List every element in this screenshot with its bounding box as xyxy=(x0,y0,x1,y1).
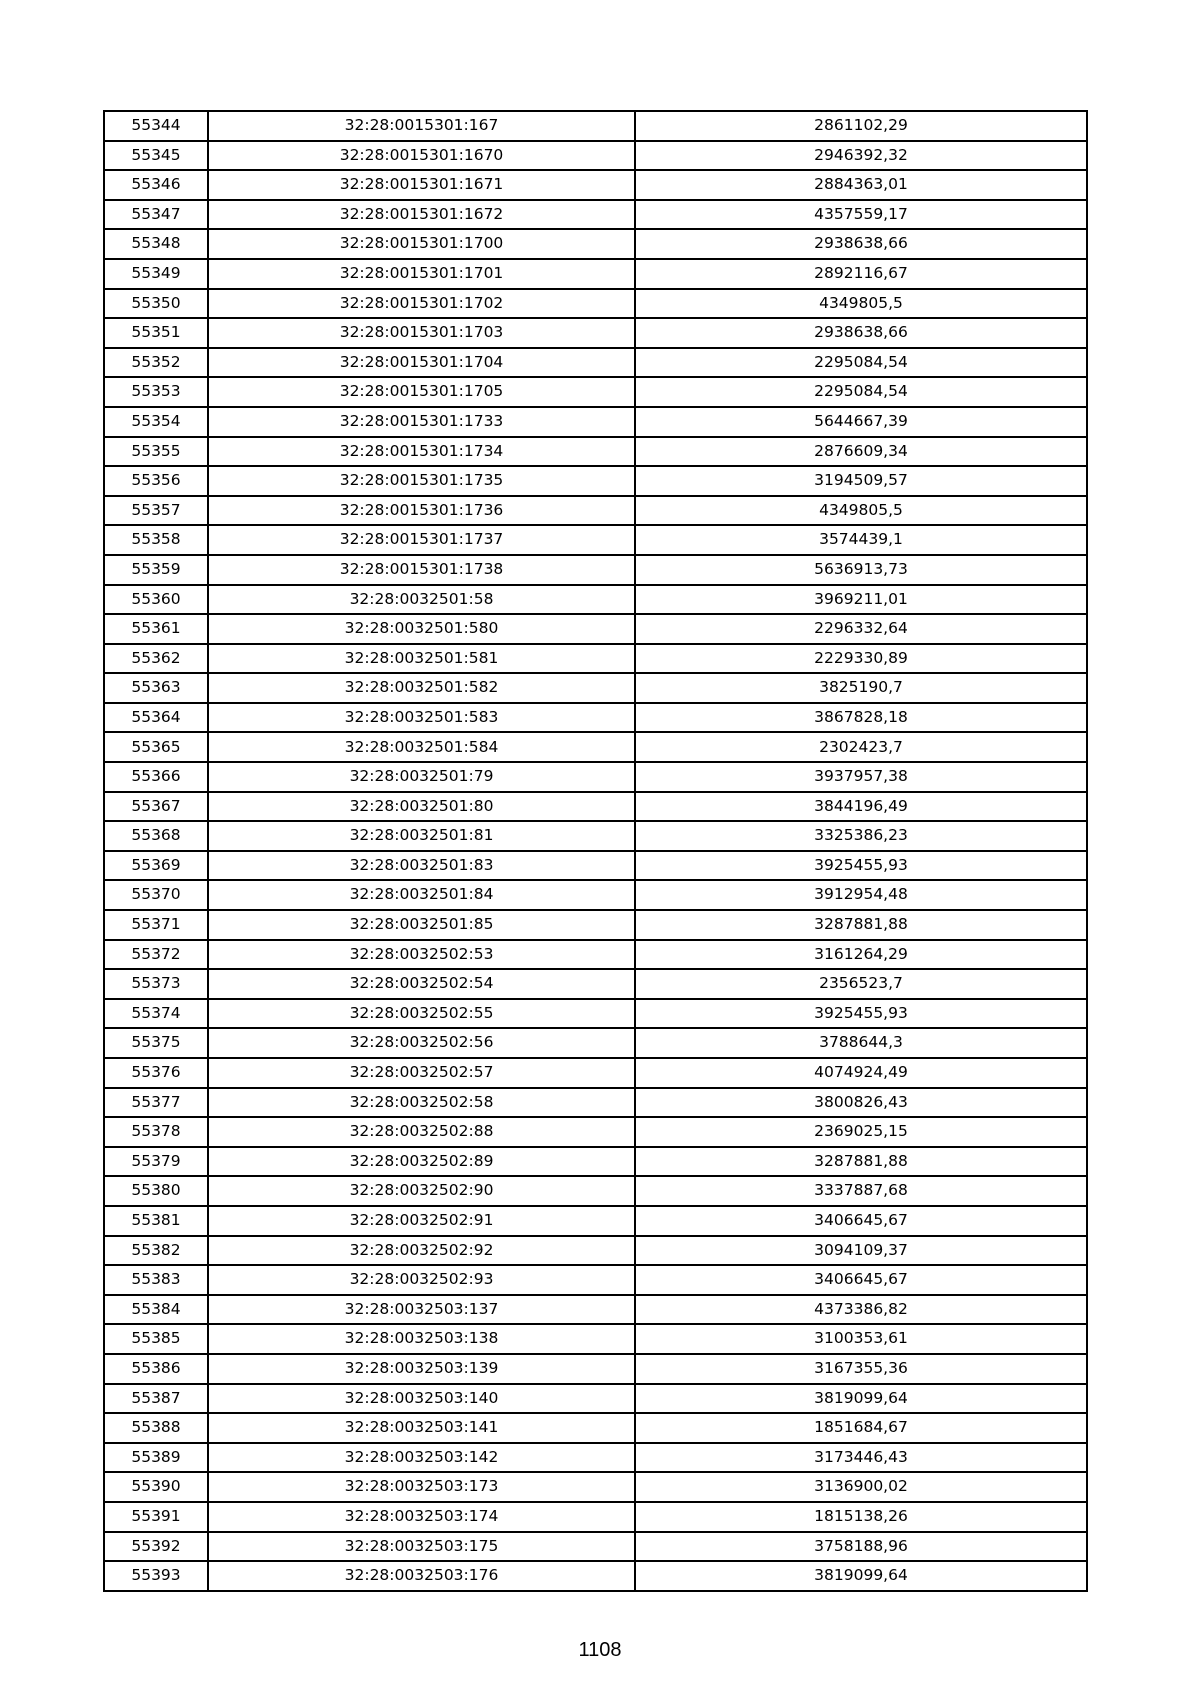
value-cell: 4357559,17 xyxy=(635,200,1087,230)
table-row xyxy=(104,644,1087,674)
cadastral-number-cell: 32:28:0032503:141 xyxy=(208,1413,635,1443)
row-number-cell: 55355 xyxy=(104,437,208,467)
value-cell: 2938638,66 xyxy=(635,229,1087,259)
row-number-cell: 55350 xyxy=(104,289,208,319)
row-number-cell: 55360 xyxy=(104,585,208,615)
value-cell: 3788644,3 xyxy=(635,1028,1087,1058)
value-cell: 3925455,93 xyxy=(635,851,1087,881)
value-cell: 3287881,88 xyxy=(635,910,1087,940)
row-number-cell: 55353 xyxy=(104,377,208,407)
table-row xyxy=(104,851,1087,881)
cadastral-number-cell: 32:28:0015301:1702 xyxy=(208,289,635,319)
cadastral-number-cell: 32:28:0032502:55 xyxy=(208,999,635,1029)
row-number-cell: 55347 xyxy=(104,200,208,230)
row-number-cell: 55370 xyxy=(104,880,208,910)
row-number-cell: 55352 xyxy=(104,348,208,378)
table-row xyxy=(104,1354,1087,1384)
cadastral-number-cell: 32:28:0032503:176 xyxy=(208,1561,635,1591)
value-cell: 3094109,37 xyxy=(635,1236,1087,1266)
table-row xyxy=(104,821,1087,851)
table-row xyxy=(104,762,1087,792)
cadastral-number-cell: 32:28:0032502:88 xyxy=(208,1117,635,1147)
cadastral-number-cell: 32:28:0032501:83 xyxy=(208,851,635,881)
row-number-cell: 55358 xyxy=(104,525,208,555)
row-number-cell: 55351 xyxy=(104,318,208,348)
value-cell: 3800826,43 xyxy=(635,1088,1087,1118)
value-cell: 3406645,67 xyxy=(635,1206,1087,1236)
cadastral-number-cell: 32:28:0032501:79 xyxy=(208,762,635,792)
table-row xyxy=(104,703,1087,733)
value-cell: 3925455,93 xyxy=(635,999,1087,1029)
table-row xyxy=(104,496,1087,526)
table-row xyxy=(104,1561,1087,1591)
cadastral-number-cell: 32:28:0032503:174 xyxy=(208,1502,635,1532)
row-number-cell: 55356 xyxy=(104,466,208,496)
cadastral-number-cell: 32:28:0032501:582 xyxy=(208,673,635,703)
cadastral-number-cell: 32:28:0015301:1733 xyxy=(208,407,635,437)
value-cell: 3100353,61 xyxy=(635,1324,1087,1354)
cadastral-number-cell: 32:28:0032501:80 xyxy=(208,792,635,822)
row-number-cell: 55376 xyxy=(104,1058,208,1088)
value-cell: 2296332,64 xyxy=(635,614,1087,644)
value-cell: 3406645,67 xyxy=(635,1265,1087,1295)
table-row xyxy=(104,969,1087,999)
row-number-cell: 55363 xyxy=(104,673,208,703)
cadastral-number-cell: 32:28:0032502:57 xyxy=(208,1058,635,1088)
cadastral-number-cell: 32:28:0032501:85 xyxy=(208,910,635,940)
cadastral-number-cell: 32:28:0032503:142 xyxy=(208,1443,635,1473)
table-row xyxy=(104,1058,1087,1088)
value-cell: 2356523,7 xyxy=(635,969,1087,999)
table-row xyxy=(104,1295,1087,1325)
table-row xyxy=(104,1028,1087,1058)
cadastral-number-cell: 32:28:0032502:91 xyxy=(208,1206,635,1236)
value-cell: 2946392,32 xyxy=(635,141,1087,171)
table-row xyxy=(104,466,1087,496)
row-number-cell: 55373 xyxy=(104,969,208,999)
cadastral-number-cell: 32:28:0032502:54 xyxy=(208,969,635,999)
value-cell: 3912954,48 xyxy=(635,880,1087,910)
table-row xyxy=(104,792,1087,822)
row-number-cell: 55391 xyxy=(104,1502,208,1532)
value-cell: 1851684,67 xyxy=(635,1413,1087,1443)
table-row xyxy=(104,614,1087,644)
cadastral-number-cell: 32:28:0032502:53 xyxy=(208,940,635,970)
value-cell: 4373386,82 xyxy=(635,1295,1087,1325)
row-number-cell: 55369 xyxy=(104,851,208,881)
value-cell: 1815138,26 xyxy=(635,1502,1087,1532)
row-number-cell: 55381 xyxy=(104,1206,208,1236)
value-cell: 2884363,01 xyxy=(635,170,1087,200)
row-number-cell: 55390 xyxy=(104,1472,208,1502)
cadastral-number-cell: 32:28:0032502:89 xyxy=(208,1147,635,1177)
value-cell: 4349805,5 xyxy=(635,496,1087,526)
cadastral-number-cell: 32:28:0032501:84 xyxy=(208,880,635,910)
row-number-cell: 55375 xyxy=(104,1028,208,1058)
table-row xyxy=(104,1147,1087,1177)
cadastral-number-cell: 32:28:0032501:81 xyxy=(208,821,635,851)
table-row xyxy=(104,348,1087,378)
cadastral-number-cell: 32:28:0032502:58 xyxy=(208,1088,635,1118)
value-cell: 3325386,23 xyxy=(635,821,1087,851)
row-number-cell: 55387 xyxy=(104,1384,208,1414)
value-cell: 3844196,49 xyxy=(635,792,1087,822)
value-cell: 2295084,54 xyxy=(635,348,1087,378)
table-row xyxy=(104,1472,1087,1502)
table-row xyxy=(104,377,1087,407)
table-row xyxy=(104,1236,1087,1266)
value-cell: 3969211,01 xyxy=(635,585,1087,615)
row-number-cell: 55372 xyxy=(104,940,208,970)
row-number-cell: 55384 xyxy=(104,1295,208,1325)
value-cell: 3825190,7 xyxy=(635,673,1087,703)
row-number-cell: 55349 xyxy=(104,259,208,289)
table-row xyxy=(104,1176,1087,1206)
cadastral-number-cell: 32:28:0015301:1704 xyxy=(208,348,635,378)
cadastral-number-cell: 32:28:0032503:137 xyxy=(208,1295,635,1325)
cadastral-number-cell: 32:28:0032501:580 xyxy=(208,614,635,644)
cadastral-number-cell: 32:28:0015301:1705 xyxy=(208,377,635,407)
data-table xyxy=(103,110,1088,1592)
cadastral-number-cell: 32:28:0015301:1700 xyxy=(208,229,635,259)
table-row xyxy=(104,141,1087,171)
cadastral-number-cell: 32:28:0032501:584 xyxy=(208,732,635,762)
cadastral-number-cell: 32:28:0015301:1736 xyxy=(208,496,635,526)
cadastral-number-cell: 32:28:0032501:58 xyxy=(208,585,635,615)
value-cell: 4074924,49 xyxy=(635,1058,1087,1088)
cadastral-number-cell: 32:28:0015301:1701 xyxy=(208,259,635,289)
cadastral-number-cell: 32:28:0015301:1671 xyxy=(208,170,635,200)
cadastral-number-cell: 32:28:0032501:581 xyxy=(208,644,635,674)
value-cell: 3819099,64 xyxy=(635,1561,1087,1591)
table-row xyxy=(104,289,1087,319)
value-cell: 3173446,43 xyxy=(635,1443,1087,1473)
table-row xyxy=(104,673,1087,703)
row-number-cell: 55359 xyxy=(104,555,208,585)
cadastral-number-cell: 32:28:0032502:93 xyxy=(208,1265,635,1295)
cadastral-number-cell: 32:28:0032503:140 xyxy=(208,1384,635,1414)
table-row xyxy=(104,1206,1087,1236)
row-number-cell: 55344 xyxy=(104,111,208,141)
table-row xyxy=(104,318,1087,348)
table-row xyxy=(104,1265,1087,1295)
cadastral-number-cell: 32:28:0032502:56 xyxy=(208,1028,635,1058)
table-body xyxy=(104,111,1087,1591)
value-cell: 2861102,29 xyxy=(635,111,1087,141)
value-cell: 2302423,7 xyxy=(635,732,1087,762)
table-row xyxy=(104,910,1087,940)
row-number-cell: 55392 xyxy=(104,1532,208,1562)
cadastral-number-cell: 32:28:0015301:1670 xyxy=(208,141,635,171)
row-number-cell: 55366 xyxy=(104,762,208,792)
table-row xyxy=(104,880,1087,910)
table-row xyxy=(104,1117,1087,1147)
value-cell: 3819099,64 xyxy=(635,1384,1087,1414)
cadastral-number-cell: 32:28:0015301:1672 xyxy=(208,200,635,230)
cadastral-number-cell: 32:28:0032501:583 xyxy=(208,703,635,733)
table-row xyxy=(104,259,1087,289)
table-row xyxy=(104,1443,1087,1473)
value-cell: 3337887,68 xyxy=(635,1176,1087,1206)
value-cell: 3758188,96 xyxy=(635,1532,1087,1562)
value-cell: 3287881,88 xyxy=(635,1147,1087,1177)
cadastral-number-cell: 32:28:0032503:173 xyxy=(208,1472,635,1502)
cadastral-number-cell: 32:28:0032503:175 xyxy=(208,1532,635,1562)
value-cell: 2892116,67 xyxy=(635,259,1087,289)
table-row xyxy=(104,732,1087,762)
table-row xyxy=(104,111,1087,141)
value-cell: 3136900,02 xyxy=(635,1472,1087,1502)
row-number-cell: 55371 xyxy=(104,910,208,940)
row-number-cell: 55346 xyxy=(104,170,208,200)
cadastral-number-cell: 32:28:0015301:1738 xyxy=(208,555,635,585)
table-row xyxy=(104,1324,1087,1354)
row-number-cell: 55367 xyxy=(104,792,208,822)
row-number-cell: 55379 xyxy=(104,1147,208,1177)
table-row xyxy=(104,170,1087,200)
row-number-cell: 55389 xyxy=(104,1443,208,1473)
table-row xyxy=(104,1502,1087,1532)
value-cell: 3574439,1 xyxy=(635,525,1087,555)
row-number-cell: 55385 xyxy=(104,1324,208,1354)
value-cell: 5636913,73 xyxy=(635,555,1087,585)
row-number-cell: 55354 xyxy=(104,407,208,437)
row-number-cell: 55382 xyxy=(104,1236,208,1266)
table-row xyxy=(104,999,1087,1029)
cadastral-number-cell: 32:28:0032503:138 xyxy=(208,1324,635,1354)
row-number-cell: 55393 xyxy=(104,1561,208,1591)
cadastral-number-cell: 32:28:0032503:139 xyxy=(208,1354,635,1384)
row-number-cell: 55365 xyxy=(104,732,208,762)
table-row xyxy=(104,525,1087,555)
table-row xyxy=(104,1413,1087,1443)
value-cell: 3194509,57 xyxy=(635,466,1087,496)
row-number-cell: 55380 xyxy=(104,1176,208,1206)
row-number-cell: 55368 xyxy=(104,821,208,851)
table-row xyxy=(104,437,1087,467)
value-cell: 3867828,18 xyxy=(635,703,1087,733)
row-number-cell: 55362 xyxy=(104,644,208,674)
value-cell: 3161264,29 xyxy=(635,940,1087,970)
value-cell: 2938638,66 xyxy=(635,318,1087,348)
row-number-cell: 55386 xyxy=(104,1354,208,1384)
value-cell: 2369025,15 xyxy=(635,1117,1087,1147)
table-row xyxy=(104,1384,1087,1414)
row-number-cell: 55345 xyxy=(104,141,208,171)
row-number-cell: 55357 xyxy=(104,496,208,526)
table-row xyxy=(104,229,1087,259)
cadastral-number-cell: 32:28:0015301:1735 xyxy=(208,466,635,496)
row-number-cell: 55388 xyxy=(104,1413,208,1443)
cadastral-number-cell: 32:28:0015301:167 xyxy=(208,111,635,141)
cadastral-number-cell: 32:28:0015301:1703 xyxy=(208,318,635,348)
table-row xyxy=(104,407,1087,437)
row-number-cell: 55364 xyxy=(104,703,208,733)
row-number-cell: 55377 xyxy=(104,1088,208,1118)
value-cell: 2295084,54 xyxy=(635,377,1087,407)
value-cell: 4349805,5 xyxy=(635,289,1087,319)
cadastral-number-cell: 32:28:0015301:1737 xyxy=(208,525,635,555)
page-number: 1108 xyxy=(578,1639,622,1661)
value-cell: 3167355,36 xyxy=(635,1354,1087,1384)
table-row xyxy=(104,940,1087,970)
row-number-cell: 55361 xyxy=(104,614,208,644)
value-cell: 2229330,89 xyxy=(635,644,1087,674)
value-cell: 3937957,38 xyxy=(635,762,1087,792)
cadastral-number-cell: 32:28:0015301:1734 xyxy=(208,437,635,467)
value-cell: 5644667,39 xyxy=(635,407,1087,437)
table-row xyxy=(104,1532,1087,1562)
row-number-cell: 55378 xyxy=(104,1117,208,1147)
table-row xyxy=(104,555,1087,585)
table-row xyxy=(104,585,1087,615)
table-row xyxy=(104,200,1087,230)
value-cell: 2876609,34 xyxy=(635,437,1087,467)
row-number-cell: 55348 xyxy=(104,229,208,259)
row-number-cell: 55383 xyxy=(104,1265,208,1295)
cadastral-number-cell: 32:28:0032502:92 xyxy=(208,1236,635,1266)
table-row xyxy=(104,1088,1087,1118)
cadastral-number-cell: 32:28:0032502:90 xyxy=(208,1176,635,1206)
row-number-cell: 55374 xyxy=(104,999,208,1029)
